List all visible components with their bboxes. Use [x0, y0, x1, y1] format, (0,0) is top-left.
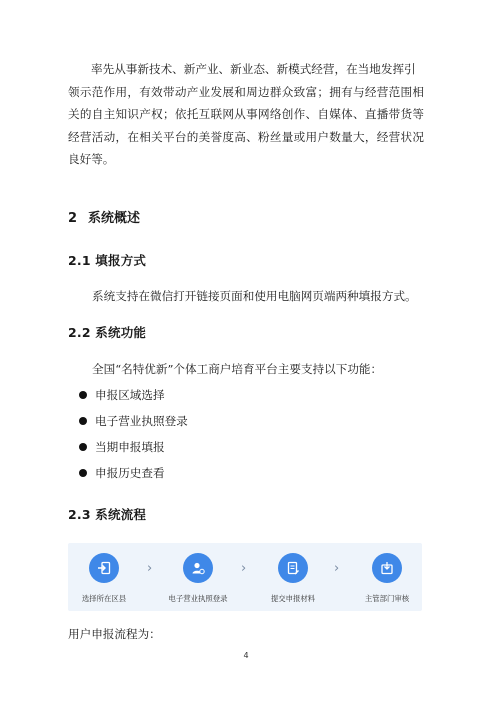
flow-step-3 [253, 553, 333, 604]
bullet-dot [79, 391, 87, 399]
flow-step-4 [347, 553, 427, 604]
intro-rest: 领示范作用，有效带动产业发展和周边群众致富；拥有与经营范围相关的自主知识产权；依托互联网从事网络创作、自媒体、直播带货等经营活动，在相关平台的美誉度高、粉丝量或用户数量大，经营状况良好等。 [68, 84, 424, 167]
bullet-dot [79, 417, 87, 425]
list-item-text: 电子营业执照登录 [95, 414, 188, 428]
section-2-heading [68, 207, 140, 226]
section-2-2-intro: 全国“名特优新”个体工商户培育平台主要支持以下功能： [92, 362, 383, 376]
section-2-3-heading: 2.3 系统流程 [68, 507, 147, 522]
intro-paragraph [68, 58, 424, 171]
flow-step-label: 提交申报材料 [270, 594, 316, 603]
section-2-number: 2 [68, 211, 78, 226]
page-number: 4 [243, 651, 249, 660]
section-2-2-heading: 2.2 系统功能 [68, 325, 147, 340]
list-item-text: 当期申报填报 [95, 440, 165, 454]
flow-step-label: 选择所在区县 [81, 594, 127, 603]
chevron-right-icon: › [147, 561, 153, 576]
bullet-dot [79, 469, 87, 477]
list-item-text: 申报区域选择 [95, 388, 165, 402]
chevron-right-icon: › [334, 561, 340, 576]
submit-document-icon [278, 553, 308, 583]
login-icon [89, 553, 119, 583]
flow-step-2 [158, 553, 238, 604]
section-2-1-heading: 2.1 填报方式 [68, 253, 147, 268]
flow-step-label: 电子营业执照登录 [168, 594, 228, 603]
list-item [76, 439, 165, 455]
flow-step-label: 主管部门审核 [364, 594, 410, 603]
license-user-icon [183, 553, 213, 583]
intro-first-line: 率先从事新技术、新产业、新业态、新模式经营，在当地发挥引 [91, 62, 416, 76]
chevron-right-icon: › [241, 561, 247, 576]
bullet-dot [79, 443, 87, 451]
flow-step-1 [64, 553, 144, 604]
process-flow-diagram [68, 543, 422, 611]
review-icon [372, 553, 402, 583]
list-item-text: 申报历史查看 [95, 466, 165, 480]
list-item [76, 465, 165, 481]
section-2-1-text: 系统支持在微信打开链接页面和使用电脑网页端两种填报方式。 [92, 289, 417, 303]
list-item [76, 413, 188, 429]
flow-footer-text: 用户申报流程为： [68, 627, 161, 641]
section-2-title: 系统概述 [88, 211, 141, 226]
list-item [76, 387, 165, 403]
